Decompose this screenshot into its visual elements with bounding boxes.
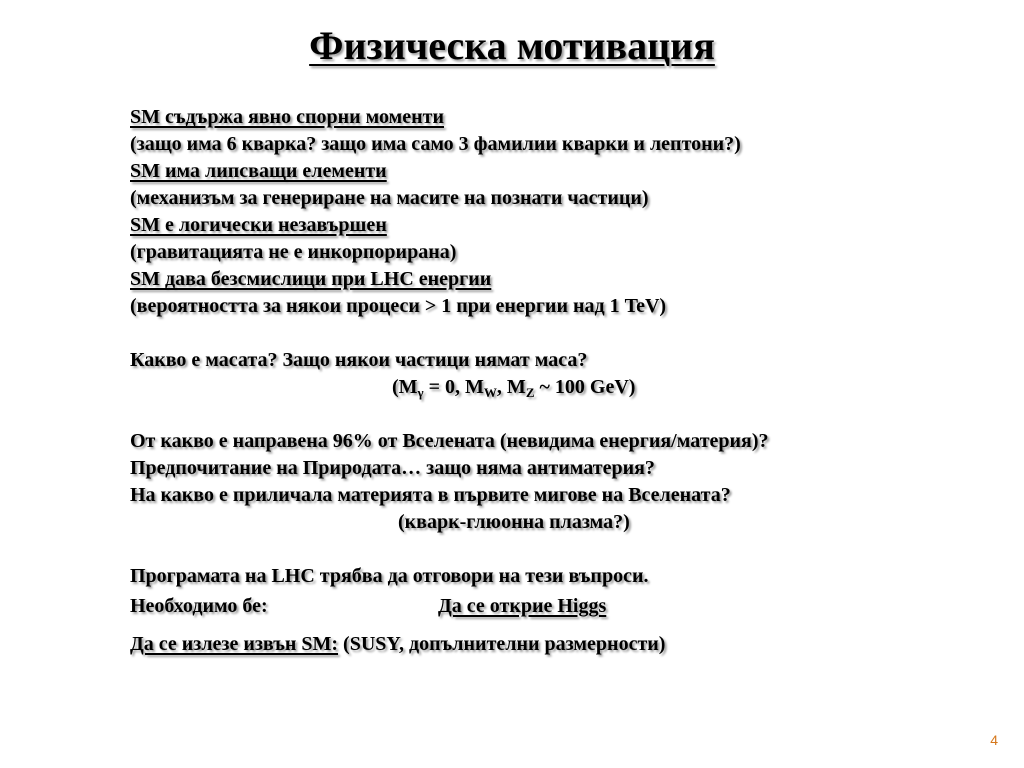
- item-detail: (защо има 6 кварка? защо има само 3 фамилии кварки и лептони?): [130, 133, 741, 155]
- spacer: [130, 536, 990, 563]
- page-number: 4: [990, 732, 998, 748]
- mass-formula-eq: = 0, M: [423, 376, 484, 398]
- mass-formula: [130, 374, 990, 401]
- item-heading: SM дава безсмислици при LHC енергии: [130, 268, 492, 290]
- mass-formula-sep: , M: [496, 376, 526, 398]
- mass-formula-open: (M: [392, 376, 418, 398]
- subscript-z: Z: [525, 385, 535, 400]
- slide-title: [0, 22, 1024, 69]
- beyond-label: Да се излезе извън SM:: [130, 633, 339, 655]
- beyond-line: [130, 631, 990, 658]
- mass-question: Какво е масата? Защо някои частици нямат маса?: [130, 349, 588, 371]
- item-heading: SM е логически незавършен: [130, 214, 387, 236]
- universe-line: На какво е приличала материята в първите мигове на Вселената?: [130, 484, 731, 506]
- higgs-goal: Да се открие Higgs: [438, 595, 607, 617]
- beyond-detail: (SUSY, допълнителни размерности): [338, 633, 666, 655]
- item-heading: SM съдържа явно спорни моменти: [130, 106, 445, 128]
- necessary-label: Необходимо бе:: [130, 595, 268, 617]
- item-detail: (вероятността за някои процеси > 1 при енергии над 1 TeV): [130, 295, 667, 317]
- universe-line: От какво е направена 96% от Вселената (невидима енергия/материя)?: [130, 430, 769, 452]
- mass-formula-tail: ~ 100 GeV): [534, 376, 636, 398]
- subscript-w: W: [483, 385, 497, 400]
- item-detail: (гравитацията не е инкорпорирана): [130, 241, 457, 263]
- spacer: [130, 401, 990, 428]
- program-line: Програмата на LHC трябва да отговори на тези въпроси.: [130, 565, 649, 587]
- universe-line: Предпочитание на Природата… защо няма антиматерия?: [130, 457, 655, 479]
- slide-title-text: Физическа мотивация: [309, 23, 715, 68]
- spacer: [130, 320, 990, 347]
- slide-body: [130, 104, 990, 658]
- universe-line: (кварк-глюонна плазма?): [398, 511, 630, 533]
- subscript-gamma: γ: [417, 385, 424, 400]
- item-heading: SM има липсващи елементи: [130, 160, 387, 182]
- item-detail: (механизъм за генериране на масите на познати частици): [130, 187, 649, 209]
- necessary-line: [130, 593, 990, 620]
